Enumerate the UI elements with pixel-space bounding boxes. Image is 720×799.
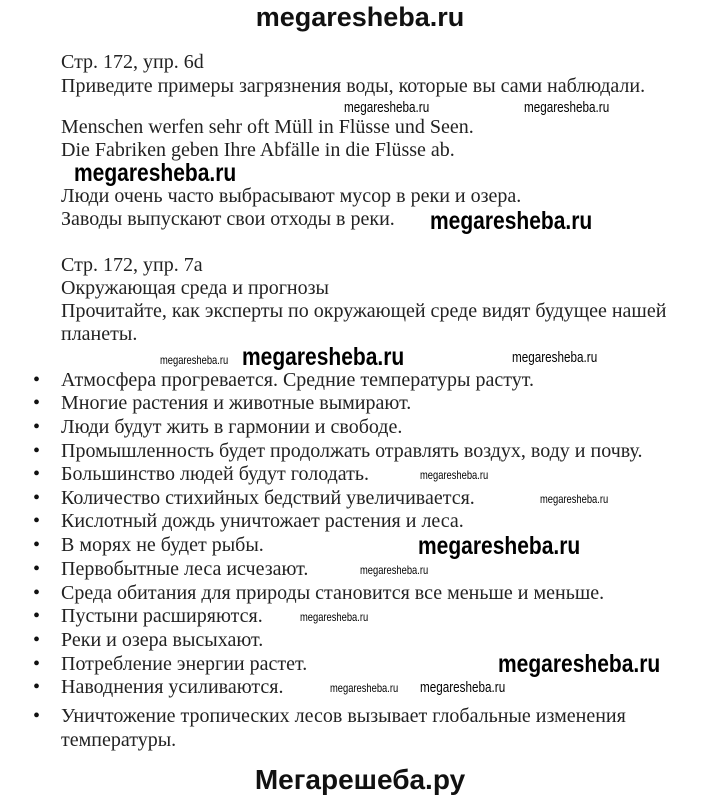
watermark: megaresheba.ru bbox=[330, 681, 399, 695]
watermark: megaresheba.ru bbox=[420, 468, 489, 482]
watermark: megaresheba.ru bbox=[512, 349, 598, 366]
bullet-item: Наводнения усиливаются. bbox=[61, 676, 284, 698]
watermark: megaresheba.ru bbox=[344, 99, 430, 116]
bullet-item: Кислотный дождь уничтожает растения и леса. bbox=[61, 510, 464, 532]
bullet-item: Атмосфера прогревается. Средние температуры растут. bbox=[61, 369, 534, 391]
watermark: megaresheba.ru bbox=[540, 492, 609, 506]
bullet-icon: • bbox=[33, 629, 41, 651]
bullet-item: Пустыни расширяются. bbox=[61, 605, 263, 627]
bullet-icon: • bbox=[33, 705, 41, 727]
bullet-icon: • bbox=[33, 392, 41, 414]
watermark: megaresheba.ru bbox=[420, 679, 506, 696]
header-watermark: megaresheba.ru bbox=[255, 2, 465, 32]
bullet-icon: • bbox=[33, 369, 41, 391]
bullet-icon: • bbox=[33, 416, 41, 438]
bullet-icon: • bbox=[33, 653, 41, 675]
bullet-icon: • bbox=[33, 463, 41, 485]
bullet-icon: • bbox=[33, 510, 41, 532]
bullet-icon: • bbox=[33, 676, 41, 698]
bullet-item: Реки и озера высыхают. bbox=[61, 629, 264, 651]
russian-sentence: Заводы выпускают свои отходы в реки. bbox=[61, 208, 395, 230]
exercise-title: Стр. 172, упр. 6d bbox=[61, 51, 204, 73]
bullet-item: Количество стихийных бедствий увеличивается. bbox=[61, 487, 475, 509]
bullet-icon: • bbox=[33, 605, 41, 627]
footer-watermark: Мегарешеба.ру bbox=[254, 764, 466, 795]
watermark: megaresheba.ru bbox=[524, 99, 610, 116]
exercise-title: Стр. 172, упр. 7a bbox=[61, 254, 203, 276]
bullet-item: Большинство людей будут голодать. bbox=[61, 463, 370, 485]
bullet-item: Многие растения и животные вымирают. bbox=[61, 392, 412, 414]
russian-sentence: Люди очень часто выбрасывают мусор в реки и озера. bbox=[61, 185, 522, 207]
exercise-subtitle: Окружающая среда и прогнозы bbox=[61, 277, 329, 299]
bullet-icon: • bbox=[33, 440, 41, 462]
bullet-icon: • bbox=[33, 558, 41, 580]
bullet-icon: • bbox=[33, 534, 41, 556]
bullet-item: Среда обитания для природы становится все меньше и меньше. bbox=[61, 582, 605, 604]
watermark: megaresheba.ru bbox=[160, 353, 229, 367]
bullet-icon: • bbox=[33, 487, 41, 509]
watermark: megaresheba.ru bbox=[360, 563, 429, 577]
watermark: megaresheba.ru bbox=[498, 650, 661, 678]
german-sentence: Menschen werfen sehr oft Müll in Flüsse und Seen. bbox=[61, 116, 474, 138]
bullet-item: Люди будут жить в гармонии и свободе. bbox=[61, 416, 403, 438]
bullet-item: Потребление энергии растет. bbox=[61, 653, 308, 675]
bullet-item: Уничтожение тропических лесов вызывает глобальные изменения bbox=[61, 705, 626, 727]
exercise-task: Приведите примеры загрязнения воды, которые вы сами наблюдали. bbox=[61, 75, 646, 97]
bullet-item: Промышленность будет продолжать отравлять воздух, воду и почву. bbox=[61, 440, 643, 462]
exercise-task: Прочитайте, как эксперты по окружающей среде видят будущее нашей bbox=[61, 300, 667, 322]
watermark: megaresheba.ru bbox=[300, 610, 369, 624]
watermark: megaresheba.ru bbox=[418, 532, 581, 560]
bullet-item: В морях не будет рыбы. bbox=[61, 534, 264, 556]
watermark: megaresheba.ru bbox=[242, 343, 405, 371]
bullet-continuation: температуры. bbox=[61, 729, 177, 751]
watermark: megaresheba.ru bbox=[74, 159, 237, 187]
watermark: megaresheba.ru bbox=[430, 207, 593, 235]
bullet-icon: • bbox=[33, 582, 41, 604]
bullet-item: Первобытные леса исчезают. bbox=[61, 558, 309, 580]
exercise-task: планеты. bbox=[61, 323, 138, 345]
german-sentence: Die Fabriken geben Ihre Abfälle in die Flüsse ab. bbox=[61, 139, 455, 161]
